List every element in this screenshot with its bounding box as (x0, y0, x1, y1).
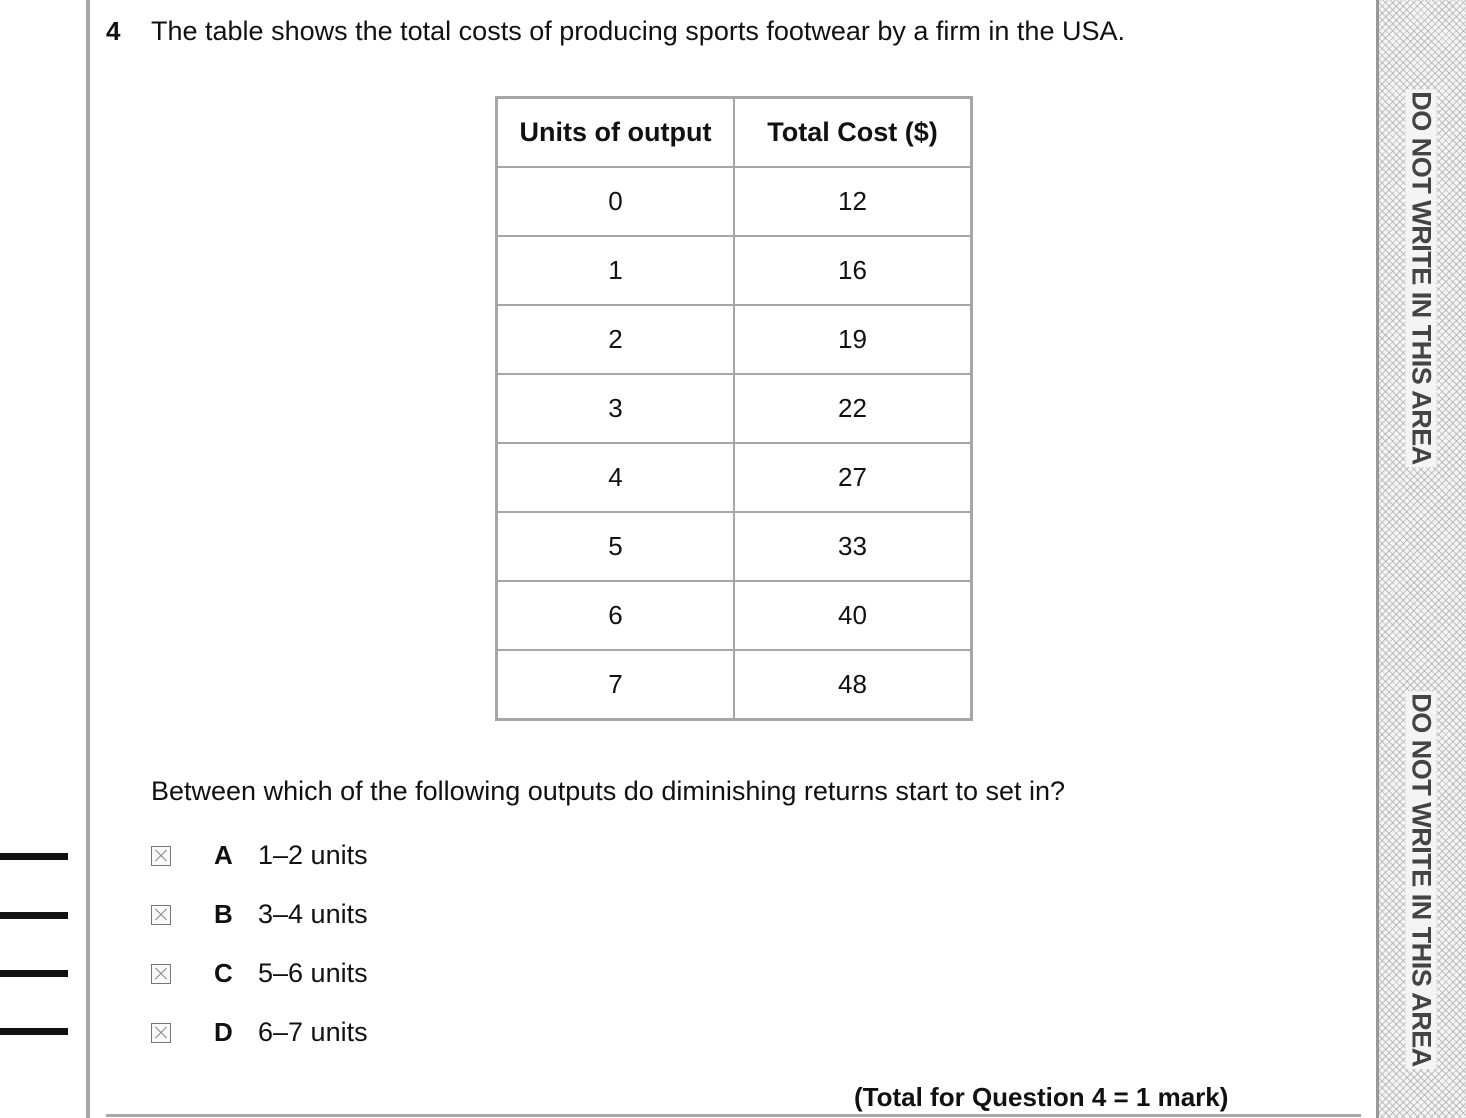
bottom-rule (106, 1114, 1361, 1117)
option-label: 1–2 units (258, 840, 368, 870)
table-row (497, 650, 972, 720)
option-a-checkbox[interactable] (151, 846, 171, 866)
option-letter: C (214, 958, 233, 988)
table-row (497, 167, 972, 236)
table-row (497, 443, 972, 512)
table-header-row (497, 98, 972, 168)
cost-cell: 33 (734, 512, 972, 581)
units-cell: 3 (497, 374, 735, 443)
option-b-checkbox[interactable] (151, 905, 171, 925)
units-cell: 4 (497, 443, 735, 512)
option-d-checkbox[interactable] (151, 1023, 171, 1043)
header-units-of-output: Units of output (497, 98, 735, 168)
table-row (497, 305, 972, 374)
option-label: 5–6 units (258, 958, 368, 988)
units-cell: 0 (497, 167, 735, 236)
margin-marker-d (0, 1028, 68, 1035)
question-text: The table shows the total costs of producing sports footwear by a firm in the USA. (151, 16, 1125, 46)
units-cell: 1 (497, 236, 735, 305)
cost-cell: 16 (734, 236, 972, 305)
cost-cell: 19 (734, 305, 972, 374)
option-letter: A (214, 840, 233, 870)
table-row (497, 512, 972, 581)
cost-cell: 48 (734, 650, 972, 720)
cost-table (495, 96, 973, 721)
units-cell: 5 (497, 512, 735, 581)
cost-cell: 12 (734, 167, 972, 236)
option-label: 3–4 units (258, 899, 368, 929)
left-margin-rule (86, 0, 90, 1118)
cost-cell: 22 (734, 374, 972, 443)
units-cell: 6 (497, 581, 735, 650)
no-write-notice-text: DO NOT WRITE IN THIS AREA (1406, 91, 1437, 465)
question-number: 4 (106, 16, 121, 46)
total-marks: (Total for Question 4 = 1 mark) (854, 1082, 1229, 1112)
no-write-notice-text: DO NOT WRITE IN THIS AREA (1406, 693, 1437, 1067)
units-cell: 2 (497, 305, 735, 374)
cost-cell: 40 (734, 581, 972, 650)
table-row (497, 581, 972, 650)
margin-marker-b (0, 912, 68, 919)
no-write-margin-edge (1376, 0, 1379, 1118)
margin-marker-c (0, 970, 68, 977)
option-letter: D (214, 1017, 233, 1047)
option-c-checkbox[interactable] (151, 964, 171, 984)
answer-prompt: Between which of the following outputs do diminishing returns start to set in? (151, 776, 1066, 806)
margin-marker-a (0, 853, 68, 860)
option-letter: B (214, 899, 233, 929)
units-cell: 7 (497, 650, 735, 720)
option-label: 6–7 units (258, 1017, 368, 1047)
table-row (497, 374, 972, 443)
cost-cell: 27 (734, 443, 972, 512)
header-total-cost: Total Cost ($) (734, 98, 972, 168)
table-row (497, 236, 972, 305)
